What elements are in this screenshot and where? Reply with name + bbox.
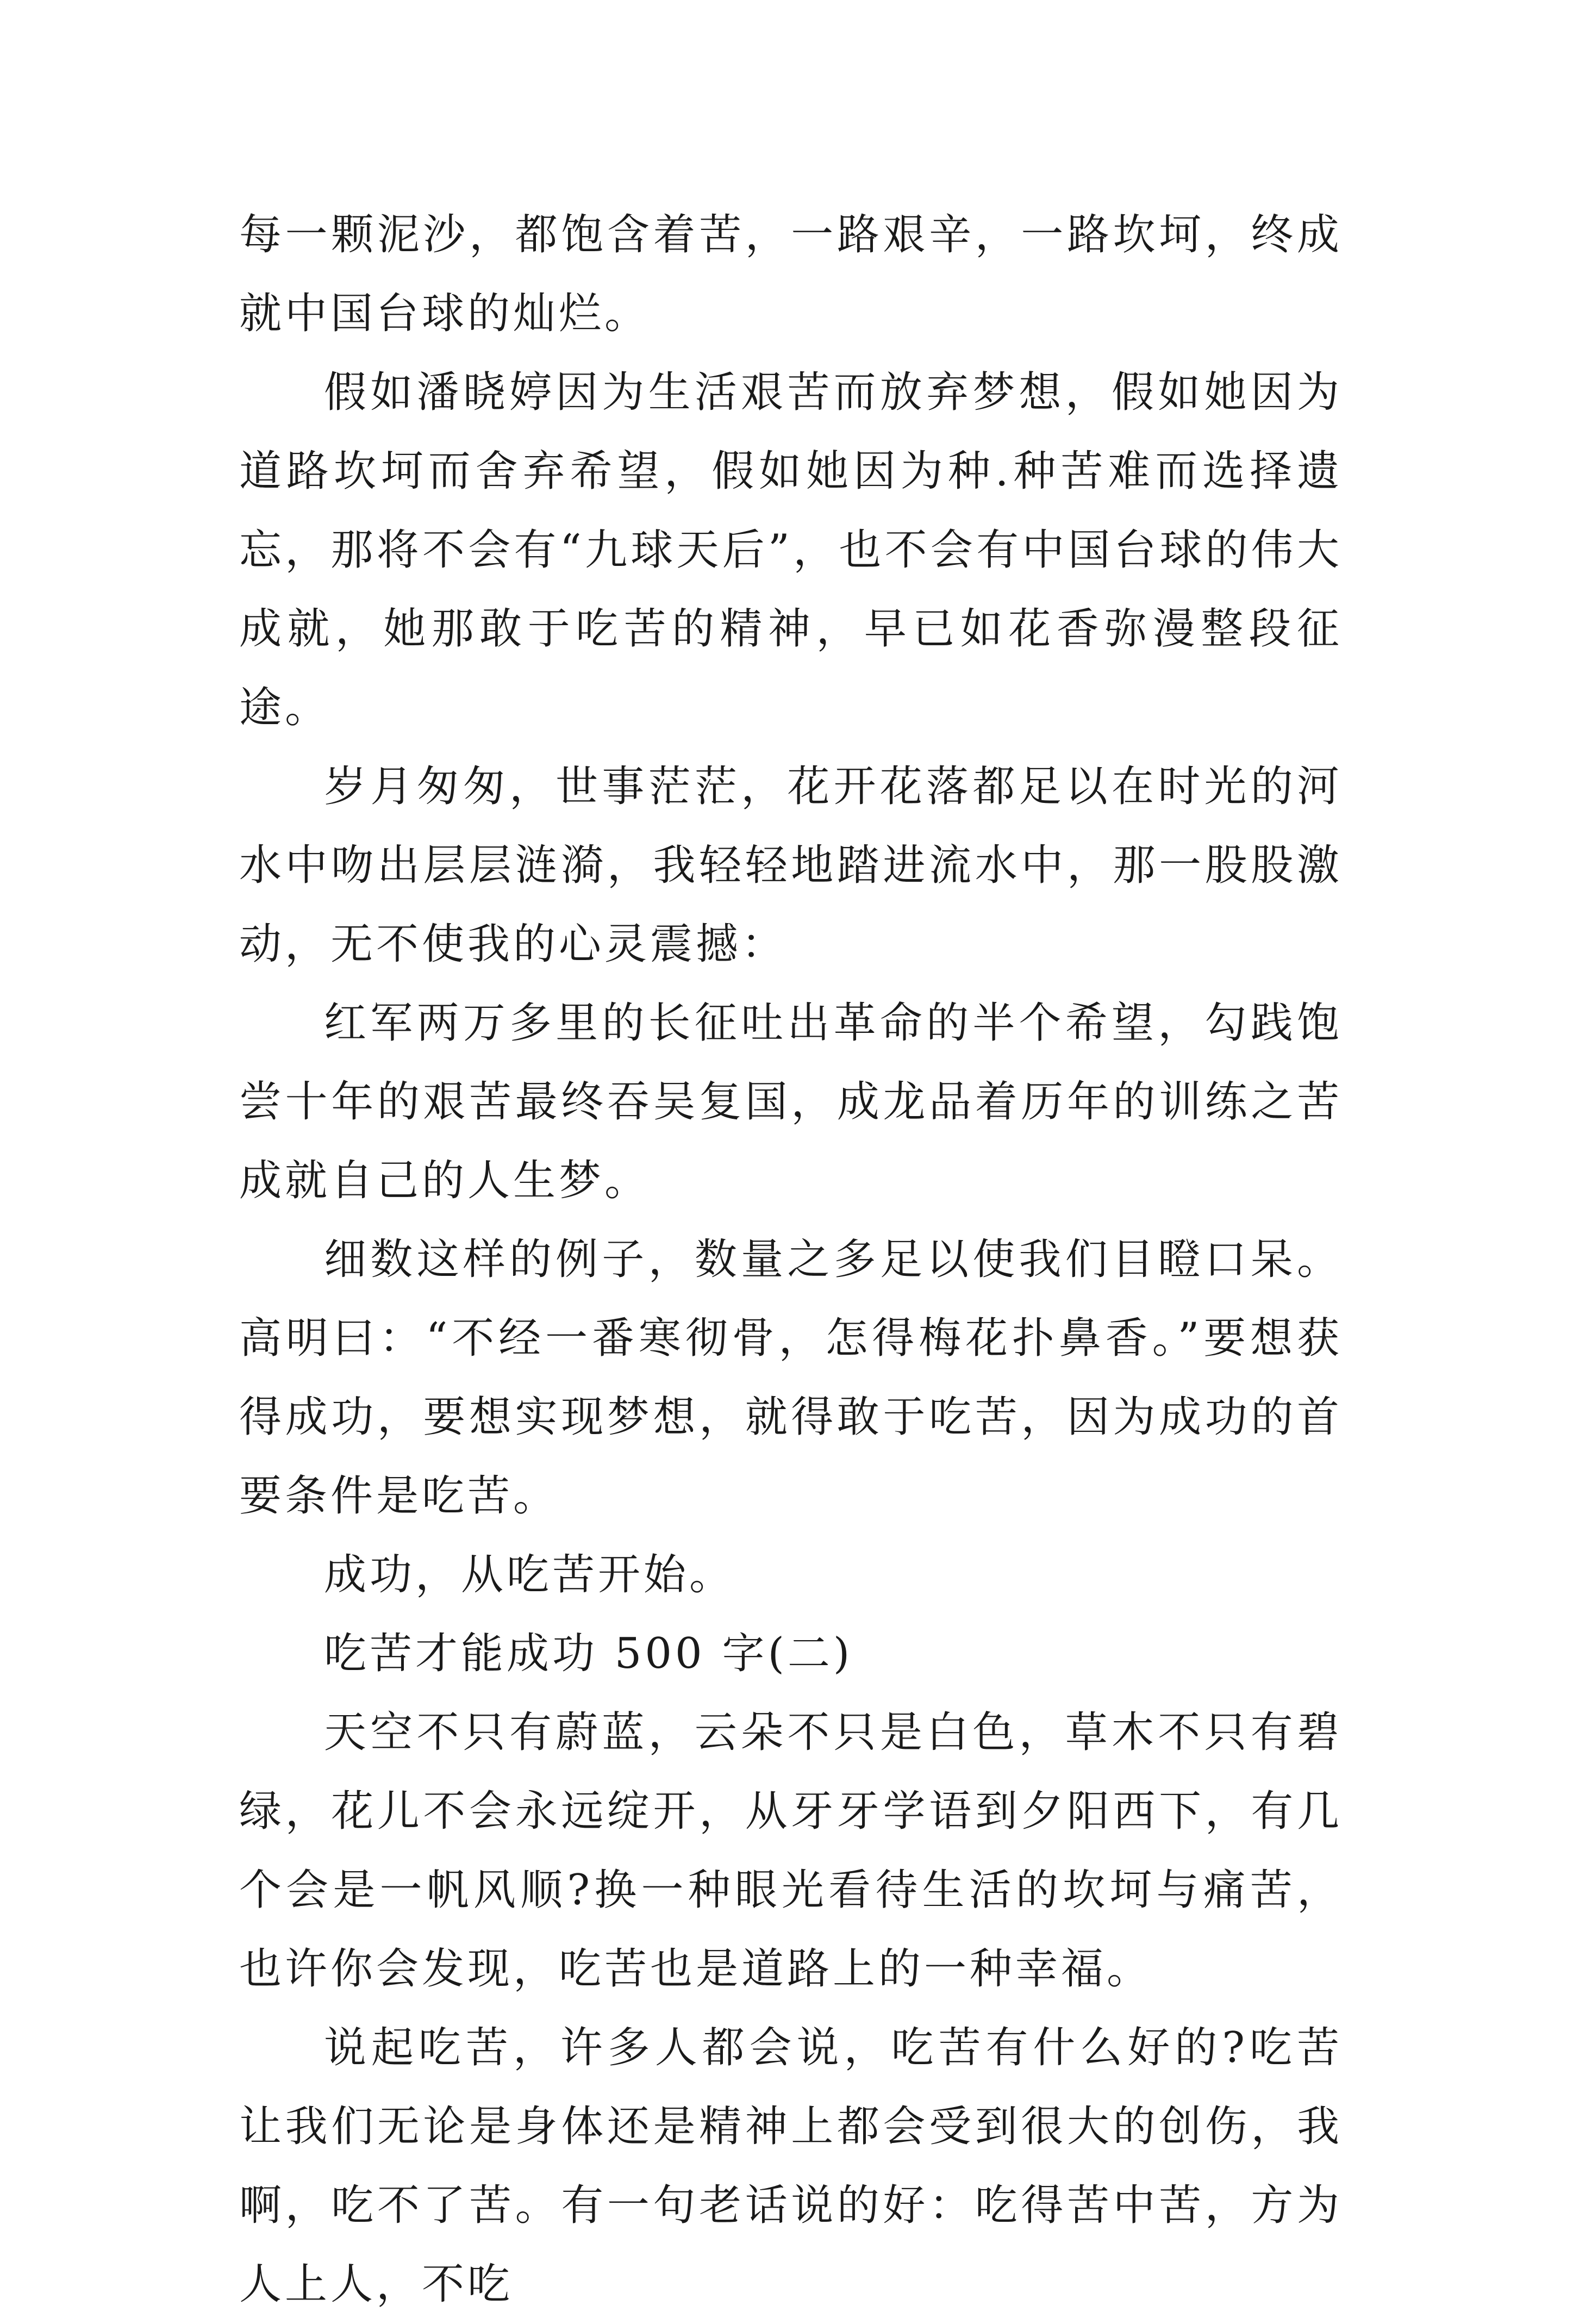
paragraph-conclusion: 成功，从吃苦开始。 — [324, 1550, 735, 1599]
paragraph-continuation: 每一颗泥沙，都饱含着苦，一路艰辛，一路坎坷，终成就中国台球的灿烂。 — [239, 210, 1343, 338]
paragraph-eating-bitterness: 说起吃苦，许多人都会说，吃苦有什么好的?吃苦让我们无论是身体还是精神上都会受到很大的创伤，我啊，吃不了苦。有一句老话说的好：吃得苦中苦，方为人上人，不吃 — [239, 2023, 1343, 2309]
paragraph-time-river: 岁月匆匆，世事茫茫，花开花落都足以在时光的河水中吻出层层涟漪，我轻轻地踏进流水中，那一股股激动，无不使我的心灵震撼： — [239, 762, 1343, 969]
paragraph-examples: 红军两万多里的长征吐出革命的半个希望，勾践饱尝十年的艰苦最终吞吴复国，成龙品着历年的训练之苦成就自己的人生梦。 — [239, 999, 1343, 1205]
paragraph-sky: 天空不只有蔚蓝，云朵不只是白色，草木不只有碧绿，花儿不会永远绽开，从牙牙学语到夕阳西下，有几个会是一帆风顺?换一种眼光看待生活的坎坷与痛苦，也许你会发现，吃苦也是道路上的一种幸福。 — [239, 1708, 1343, 1993]
section-heading: 吃苦才能成功 500 字(二) — [324, 1629, 853, 1678]
paragraph-pan-xiaoting: 假如潘晓婷因为生活艰苦而放弃梦想，假如她因为道路坎坷而舍弃希望，假如她因为种.种苦难而选择遗忘，那将不会有“九球天后”，也不会有中国台球的伟大成就，她那敢于吃苦的精神，早已如花香弥漫整段征途。 — [239, 368, 1343, 732]
paragraph-quote: 细数这样的例子，数量之多足以使我们目瞪口呆。高明曰：“不经一番寒彻骨，怎得梅花扑鼻香。”要想获得成功，要想实现梦想，就得敢于吃苦，因为成功的首要条件是吃苦。 — [239, 1235, 1343, 1521]
document-body — [239, 196, 1343, 2324]
